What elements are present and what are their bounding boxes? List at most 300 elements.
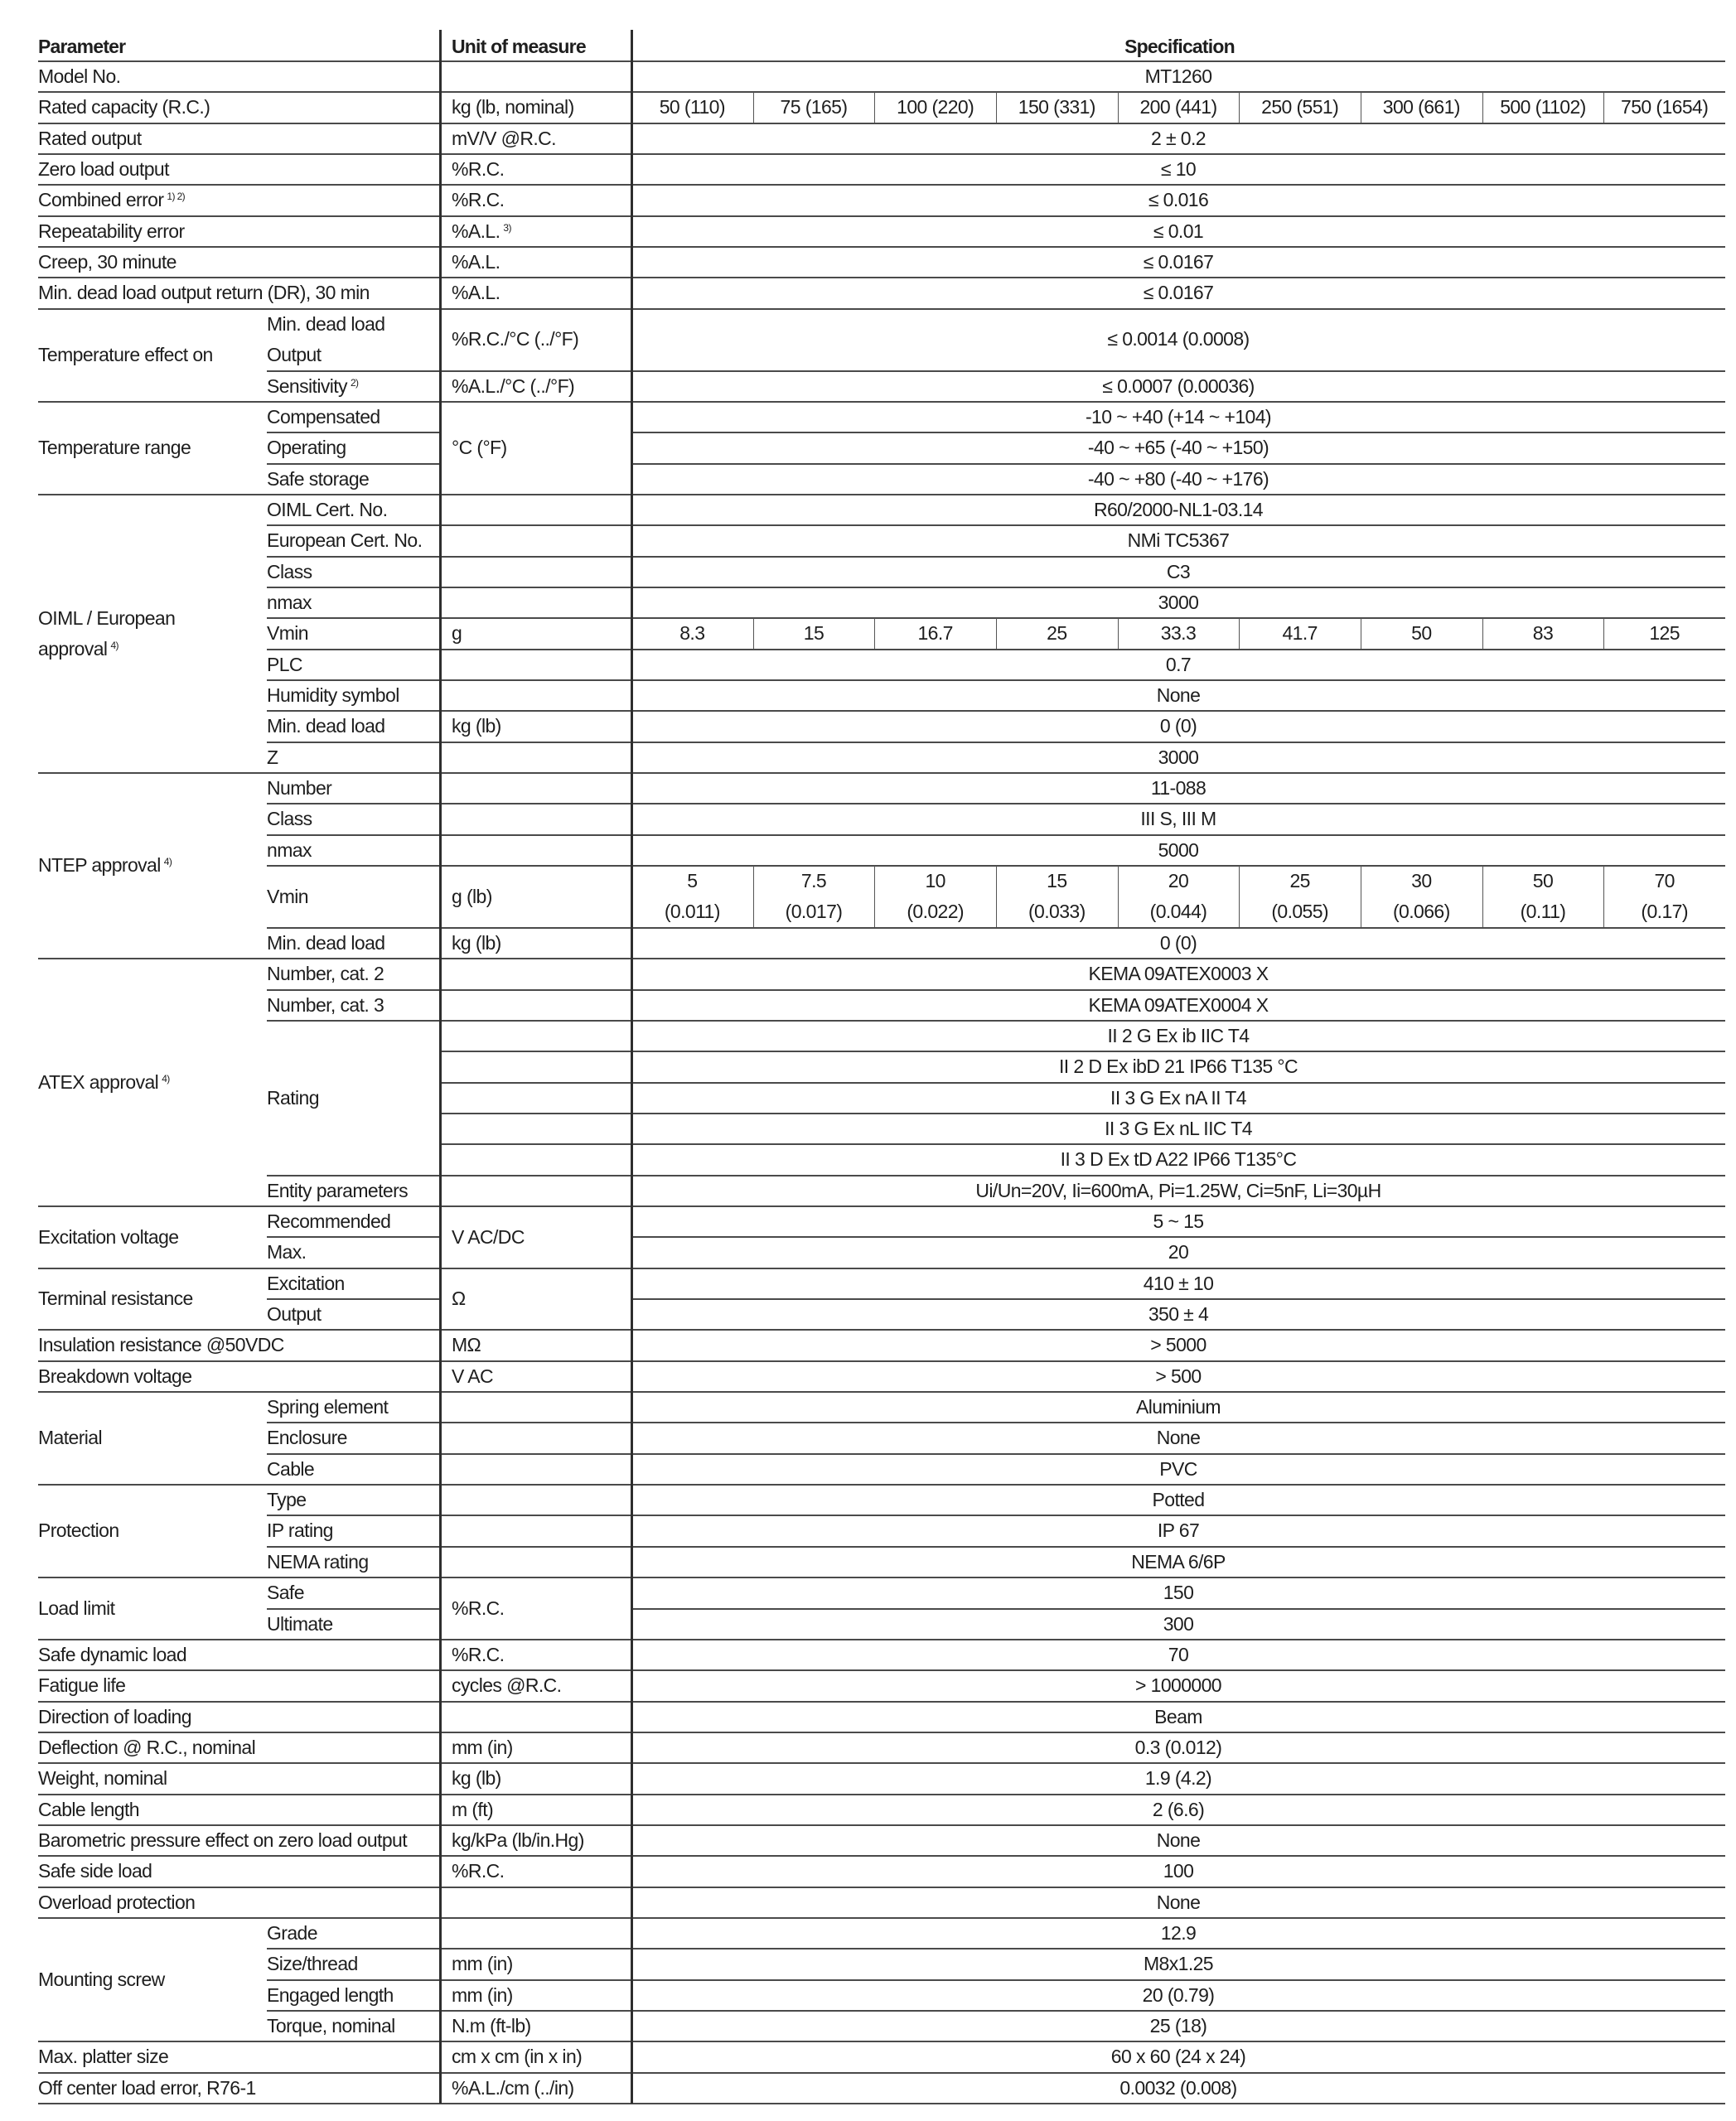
spec-value-text: KEMA 09ATEX0003 X <box>1088 963 1269 985</box>
sub-parameter-label <box>267 2011 395 2041</box>
group-parameter-label-text: NTEP approval <box>38 854 161 877</box>
value-divider <box>1603 92 1604 123</box>
sub-parameter-label <box>267 835 312 866</box>
spec-value-text: 5000 <box>1158 838 1199 861</box>
sub-parameter-label <box>267 1918 317 1949</box>
footnote-marker: 3) <box>503 221 511 234</box>
capacity-value-text: 300 (661) <box>1382 96 1460 118</box>
sub-parameter-label <box>267 1485 306 1515</box>
vmin-value <box>1482 866 1604 896</box>
parameter-label <box>38 154 169 185</box>
sub-parameter-label-text: NEMA rating <box>267 1550 369 1573</box>
vmin-value-lb <box>631 896 753 927</box>
parameter-label <box>38 92 210 123</box>
spec-value <box>631 1454 1725 1485</box>
spec-value-text: M8x1.25 <box>1143 1953 1213 1975</box>
spec-value-text: 3000 <box>1158 591 1199 613</box>
sub-parameter-label-text: Entity parameters <box>267 1179 409 1201</box>
spec-value <box>631 742 1725 773</box>
spec-value <box>631 557 1725 587</box>
sub-parameter-label <box>267 557 312 587</box>
unit-label-text: °C (°F) <box>452 437 507 459</box>
sub-parameter-label-text: Output <box>267 344 322 366</box>
spec-value-text: 20 <box>1168 1241 1189 1263</box>
spec-value <box>631 1918 1725 1949</box>
sub-parameter-label <box>267 1083 319 1114</box>
sub-parameter-label <box>267 711 384 742</box>
spec-value-text: > 500 <box>1155 1365 1202 1387</box>
spec-value-text: 100 <box>1163 1860 1194 1882</box>
vmin-value-lb-text: (0.044) <box>1149 901 1207 923</box>
vmin-value-lb <box>874 896 996 927</box>
group-parameter-label-text: OIML / European <box>38 606 176 629</box>
unit-label <box>452 1640 504 1670</box>
unit-label <box>452 216 511 247</box>
vmin-value-text: 7.5 <box>800 870 827 892</box>
sub-parameter-label <box>267 1980 394 2011</box>
sub-parameter-label-text: IP rating <box>267 1519 333 1542</box>
group-parameter-label <box>38 603 175 634</box>
sub-parameter-label <box>267 680 399 711</box>
value-divider <box>874 618 875 649</box>
sub-parameter-label-text: Rating <box>267 1086 319 1109</box>
unit-label-text: %A.L. <box>452 220 500 242</box>
parameter-label-text: Breakdown voltage <box>38 1365 192 1387</box>
vmin-value <box>1482 618 1604 649</box>
spec-value-text: Ui/Un=20V, Ii=600mA, Pi=1.25W, Ci=5nF, Li=30µH <box>975 1179 1381 1201</box>
sub-parameter-label <box>267 928 384 959</box>
vmin-value-text: 15 <box>803 622 824 645</box>
group-parameter-label <box>38 1423 102 1453</box>
parameter-label <box>38 1361 191 1392</box>
sub-parameter-label <box>267 618 308 649</box>
spec-value-text: > 5000 <box>1150 1334 1206 1356</box>
parameter-label <box>38 2041 168 2072</box>
spec-value <box>631 1547 1725 1577</box>
spec-value <box>631 1577 1725 1608</box>
spec-value <box>631 711 1725 742</box>
spec-value <box>631 216 1725 247</box>
sub-parameter-label-text: Min. dead load <box>267 931 385 954</box>
sub-parameter-label <box>267 742 278 773</box>
group-parameter-label-text: Terminal resistance <box>38 1288 193 1310</box>
unit-label-text: mm (in) <box>452 1953 513 1975</box>
spec-value-text: 410 ± 10 <box>1143 1272 1214 1294</box>
spec-value-text: R60/2000-NL1-03.14 <box>1093 498 1264 520</box>
header-unit-of-measure: Unit of measure <box>452 36 586 57</box>
spec-value-text: 20 (0.79) <box>1142 1983 1215 2006</box>
spec-value-text: -40 ~ +80 (-40 ~ +176) <box>1087 467 1269 490</box>
vmin-value-text: 30 <box>1411 870 1432 892</box>
vmin-value-lb-text: (0.017) <box>785 901 843 923</box>
value-divider <box>1118 92 1119 123</box>
spec-value <box>631 1330 1725 1360</box>
sub-parameter-label <box>267 402 380 432</box>
spec-value-text: 3000 <box>1158 746 1199 768</box>
spec-value <box>631 1702 1725 1732</box>
vmin-value-text: 41.7 <box>1282 622 1318 645</box>
vmin-value <box>996 866 1118 896</box>
unit-label-text: cm x cm (in x in) <box>452 2046 583 2068</box>
spec-value <box>631 1640 1725 1670</box>
rating-value <box>631 1021 1725 1051</box>
rating-value-text: II 2 D Ex ibD 21 IP66 T135 °C <box>1059 1056 1298 1078</box>
parameter-label-text: Off center load error, R76-1 <box>38 2076 256 2099</box>
spec-value <box>631 1763 1725 1794</box>
unit-label-text: cycles @R.C. <box>452 1674 562 1697</box>
unit-label <box>452 1980 513 2011</box>
unit-label <box>452 1825 584 1856</box>
spec-value <box>631 959 1725 989</box>
spec-value-text: > 1000000 <box>1135 1674 1221 1697</box>
footnote-marker: 4) <box>162 1072 170 1085</box>
vmin-value <box>631 618 753 649</box>
spec-value-text: None <box>1156 684 1201 706</box>
header-parameter: Parameter <box>38 36 126 57</box>
spec-value <box>631 154 1725 185</box>
vmin-value-text: 33.3 <box>1160 622 1197 645</box>
vmin-value-text: 20 <box>1168 870 1189 892</box>
unit-label-text: g (lb) <box>452 885 492 907</box>
sub-parameter-label-text: Size/thread <box>267 1953 358 1975</box>
sub-parameter-label-text: Min. dead load <box>267 312 385 335</box>
spec-value <box>631 587 1725 618</box>
spec-value <box>631 1392 1725 1423</box>
sub-parameter-label <box>267 773 331 804</box>
sub-parameter-label <box>267 464 369 495</box>
parameter-label-text: Cable length <box>38 1798 139 1820</box>
unit-label-text: kg/kPa (lb/in.Hg) <box>452 1829 584 1851</box>
vmin-value <box>753 618 875 649</box>
unit-label-text: mm (in) <box>452 1736 513 1758</box>
sub-parameter-label <box>267 882 308 912</box>
sub-parameter-label-text: Output <box>267 1303 322 1325</box>
unit-label <box>452 92 574 123</box>
vmin-value-lb <box>1239 896 1361 927</box>
spec-value-text: 0 (0) <box>1159 931 1197 954</box>
sub-parameter-label <box>267 309 384 340</box>
spec-value-text: ≤ 0.01 <box>1153 220 1204 242</box>
parameter-label <box>38 1732 255 1763</box>
spec-value <box>631 1176 1725 1206</box>
spec-value <box>631 324 1725 355</box>
spec-value-text: ≤ 0.0167 <box>1143 251 1214 273</box>
value-divider <box>1482 92 1483 123</box>
unit-label <box>452 1283 466 1314</box>
group-parameter-label <box>38 1283 193 1314</box>
unit-label <box>452 1856 504 1887</box>
parameter-label-text: Combined error <box>38 189 164 211</box>
vmin-value-lb-text: (0.11) <box>1520 901 1566 923</box>
vmin-value-text: 125 <box>1649 622 1680 645</box>
sub-parameter-label-text: Compensated <box>267 405 380 428</box>
spec-value-text: ≤ 0.0014 (0.0008) <box>1107 328 1250 350</box>
rating-value-text: II 3 G Ex nL IIC T4 <box>1105 1117 1252 1139</box>
unit-label-text: %A.L./°C (../°F) <box>452 374 575 397</box>
spec-value-text: 350 ± 4 <box>1148 1303 1209 1325</box>
spec-value-text: -40 ~ +65 (-40 ~ +150) <box>1087 437 1269 459</box>
capacity-value-text: 500 (1102) <box>1500 96 1586 118</box>
spec-value <box>631 371 1725 402</box>
value-divider <box>753 92 754 123</box>
unit-label <box>452 1949 513 1979</box>
spec-value-text: ≤ 10 <box>1160 158 1197 181</box>
spec-value-text: Aluminium <box>1136 1396 1221 1418</box>
spec-value <box>631 680 1725 711</box>
spec-value <box>631 1299 1725 1330</box>
capacity-value <box>1603 92 1725 123</box>
spec-value-text: PVC <box>1159 1457 1197 1480</box>
unit-label <box>452 1222 525 1253</box>
sub-parameter-label-text: Operating <box>267 437 346 459</box>
unit-label-text: V AC <box>452 1365 494 1387</box>
sub-parameter-label-text: Number <box>267 777 332 800</box>
unit-label-text: kg (lb) <box>452 715 501 737</box>
sub-parameter-label <box>267 1547 369 1577</box>
sub-parameter-label-text: European Cert. No. <box>267 529 423 552</box>
capacity-value <box>631 92 753 123</box>
unit-label <box>452 371 574 402</box>
unit-label <box>452 2073 574 2104</box>
parameter-label <box>38 123 142 154</box>
group-parameter-label-text: Load limit <box>38 1597 115 1619</box>
spec-value <box>631 1887 1725 1918</box>
spec-value <box>631 650 1725 680</box>
sub-parameter-label-text: Min. dead load <box>267 715 385 737</box>
unit-label <box>452 247 500 278</box>
unit-label <box>452 2041 582 2072</box>
unit-label-text: mV/V @R.C. <box>452 127 556 149</box>
spec-value-text: IP 67 <box>1157 1519 1200 1542</box>
capacity-value-text: 250 (551) <box>1261 96 1339 118</box>
sub-parameter-label-text: Z <box>267 746 278 768</box>
unit-label-text: %R.C. <box>452 189 505 211</box>
spec-value-text: None <box>1156 1829 1201 1851</box>
group-parameter-label-text: Mounting screw <box>38 1969 165 1991</box>
sub-parameter-label-text: Spring element <box>267 1396 389 1418</box>
capacity-value <box>996 92 1118 123</box>
sub-parameter-label-text: Safe storage <box>267 467 370 490</box>
spec-value <box>631 1206 1725 1237</box>
parameter-label-text: Rated capacity (R.C.) <box>38 96 210 118</box>
spec-value-text: KEMA 09ATEX0004 X <box>1088 993 1269 1016</box>
spec-value <box>631 1515 1725 1546</box>
unit-label <box>452 2011 531 2041</box>
value-divider <box>1239 618 1240 649</box>
spec-value-text: C3 <box>1166 560 1191 582</box>
unit-label-text: %R.C. <box>452 1643 505 1665</box>
spec-value <box>631 402 1725 432</box>
vmin-value-lb <box>1603 896 1725 927</box>
spec-value <box>631 1423 1725 1453</box>
vmin-value <box>1118 866 1240 896</box>
vmin-value-text: 83 <box>1532 622 1554 645</box>
spec-value <box>631 1237 1725 1268</box>
spec-value <box>631 990 1725 1021</box>
unit-label-text: %R.C./°C (../°F) <box>452 328 579 350</box>
footnote-marker: 1) 2) <box>167 191 186 203</box>
unit-label-text: %A.L. <box>452 282 500 304</box>
sub-parameter-label <box>267 1392 388 1423</box>
group-parameter-label-text: Excitation voltage <box>38 1225 179 1248</box>
spec-value <box>631 432 1725 463</box>
sub-parameter-label-text: Excitation <box>267 1272 345 1294</box>
spec-value <box>631 1980 1725 2011</box>
group-parameter-label <box>38 1067 170 1098</box>
spec-value <box>631 525 1725 556</box>
sub-parameter-label <box>267 495 387 525</box>
sub-parameter-label-text: Number, cat. 3 <box>267 993 384 1016</box>
sub-parameter-label <box>267 959 384 989</box>
sub-parameter-label-text: Grade <box>267 1922 317 1944</box>
parameter-label <box>38 1670 125 1701</box>
unit-label <box>452 928 501 959</box>
value-divider <box>996 92 997 123</box>
unit-label <box>452 278 500 308</box>
spec-value <box>631 2041 1725 2072</box>
value-divider <box>753 618 754 649</box>
vmin-value <box>1118 618 1240 649</box>
group-parameter-label-text: Material <box>38 1427 103 1449</box>
spec-value-text: ≤ 0.0167 <box>1143 282 1214 304</box>
unit-label-text: m (ft) <box>452 1798 494 1820</box>
spec-value-text: 70 <box>1168 1643 1189 1665</box>
parameter-label-text: Rated output <box>38 127 142 149</box>
vmin-value-text: 15 <box>1047 870 1067 892</box>
group-parameter-label <box>38 1593 114 1624</box>
vmin-value <box>996 618 1118 649</box>
spec-value <box>631 1856 1725 1887</box>
spec-value <box>631 928 1725 959</box>
vmin-value-lb <box>996 896 1118 927</box>
unit-label <box>452 1795 493 1825</box>
unit-label-text: g <box>452 622 462 645</box>
unit-label <box>452 1593 504 1624</box>
spec-value-text: NMi TC5367 <box>1127 529 1230 552</box>
spec-value-text: Potted <box>1152 1489 1205 1511</box>
value-divider <box>996 618 997 649</box>
spec-value <box>631 1825 1725 1856</box>
sub-parameter-label <box>267 432 346 463</box>
vmin-value <box>1361 618 1482 649</box>
parameter-label-text: Insulation resistance @50VDC <box>38 1334 284 1356</box>
parameter-label-text: Safe side load <box>38 1860 152 1882</box>
unit-label-text: mm (in) <box>452 1983 513 2006</box>
sub-parameter-label-text: nmax <box>267 591 312 613</box>
spec-value <box>631 804 1725 834</box>
spec-value <box>631 2011 1725 2041</box>
sub-parameter-label <box>267 1577 304 1608</box>
capacity-value-text: 50 (110) <box>659 96 725 118</box>
header-specification: Specification <box>1124 36 1235 57</box>
group-parameter-label <box>38 850 172 881</box>
spec-value-text: ≤ 0.0007 (0.00036) <box>1102 374 1255 397</box>
sub-parameter-label <box>267 1423 347 1453</box>
capacity-value-text: 150 (331) <box>1018 96 1095 118</box>
vmin-value-lb-text: (0.011) <box>664 901 720 923</box>
spec-value-text: -10 ~ +40 (+14 ~ +104) <box>1085 405 1271 428</box>
capacity-value-text: 75 (165) <box>780 96 848 118</box>
parameter-label <box>38 1763 167 1794</box>
sub-parameter-label-text: Torque, nominal <box>267 2015 395 2037</box>
capacity-value <box>753 92 875 123</box>
spec-value-text: 25 (18) <box>1149 2015 1207 2037</box>
vmin-value <box>1603 618 1725 649</box>
sub-parameter-label <box>267 371 358 402</box>
spec-value <box>631 185 1725 215</box>
sub-parameter-label-text: Vmin <box>267 622 309 645</box>
vmin-value-text: 50 <box>1411 622 1432 645</box>
spec-value-text: Beam <box>1154 1705 1202 1727</box>
vmin-value-lb <box>1118 896 1240 927</box>
sub-parameter-label-text: Vmin <box>267 885 309 907</box>
spec-value <box>631 835 1725 866</box>
spec-value-text: 0.3 (0.012) <box>1134 1736 1222 1758</box>
rating-value-text: II 2 G Ex ib IIC T4 <box>1107 1024 1250 1046</box>
vmin-value <box>753 866 875 896</box>
unit-label-text: kg (lb, nominal) <box>452 96 574 118</box>
sub-parameter-label <box>267 525 422 556</box>
parameter-label <box>38 1702 191 1732</box>
spec-value <box>631 773 1725 804</box>
unit-label-text: N.m (ft-lb) <box>452 2015 531 2037</box>
sub-parameter-label-text: Class <box>267 560 312 582</box>
unit-label-text: V AC/DC <box>452 1225 525 1248</box>
group-parameter-label <box>38 340 213 370</box>
sub-parameter-label <box>267 990 384 1021</box>
sub-parameter-label-text: Safe <box>267 1582 304 1604</box>
spec-value-text: ≤ 0.016 <box>1148 189 1209 211</box>
sub-parameter-label-text: Humidity symbol <box>267 684 399 706</box>
spec-value-text: 12.9 <box>1160 1922 1197 1944</box>
rating-value <box>631 1144 1725 1175</box>
unit-label <box>452 618 462 649</box>
sub-parameter-label <box>267 1454 314 1485</box>
vmin-value <box>874 866 996 896</box>
spec-value-text: 1.9 (4.2) <box>1144 1767 1212 1790</box>
sub-parameter-label <box>267 1515 333 1546</box>
group-parameter-label <box>38 432 191 463</box>
unit-label <box>452 123 556 154</box>
sub-parameter-label-text: Sensitivity <box>267 374 347 397</box>
spec-value <box>631 1268 1725 1299</box>
unit-label <box>452 711 501 742</box>
unit-label <box>452 1330 481 1360</box>
capacity-value <box>1118 92 1240 123</box>
sub-parameter-label <box>267 587 312 618</box>
parameter-label-text: Max. platter size <box>38 2046 169 2068</box>
footnote-marker: 4) <box>110 639 118 651</box>
sub-parameter-label <box>267 1268 345 1299</box>
column-divider-unit <box>439 30 442 2104</box>
parameter-label-text: Overload protection <box>38 1891 196 1913</box>
spec-value <box>631 247 1725 278</box>
unit-label <box>452 432 507 463</box>
spec-value <box>631 1485 1725 1515</box>
spec-value-text: None <box>1156 1427 1201 1449</box>
unit-label-text: Ω <box>452 1288 466 1310</box>
sub-parameter-label-text: OIML Cert. No. <box>267 498 388 520</box>
unit-label <box>452 1732 513 1763</box>
sub-parameter-label-text: Enclosure <box>267 1427 347 1449</box>
vmin-value-lb-text: (0.17) <box>1641 901 1688 923</box>
vmin-value <box>1361 866 1482 896</box>
spec-value <box>631 1361 1725 1392</box>
parameter-label <box>38 185 185 215</box>
spec-value <box>631 61 1725 92</box>
parameter-label <box>38 278 370 308</box>
value-divider <box>1482 618 1483 649</box>
